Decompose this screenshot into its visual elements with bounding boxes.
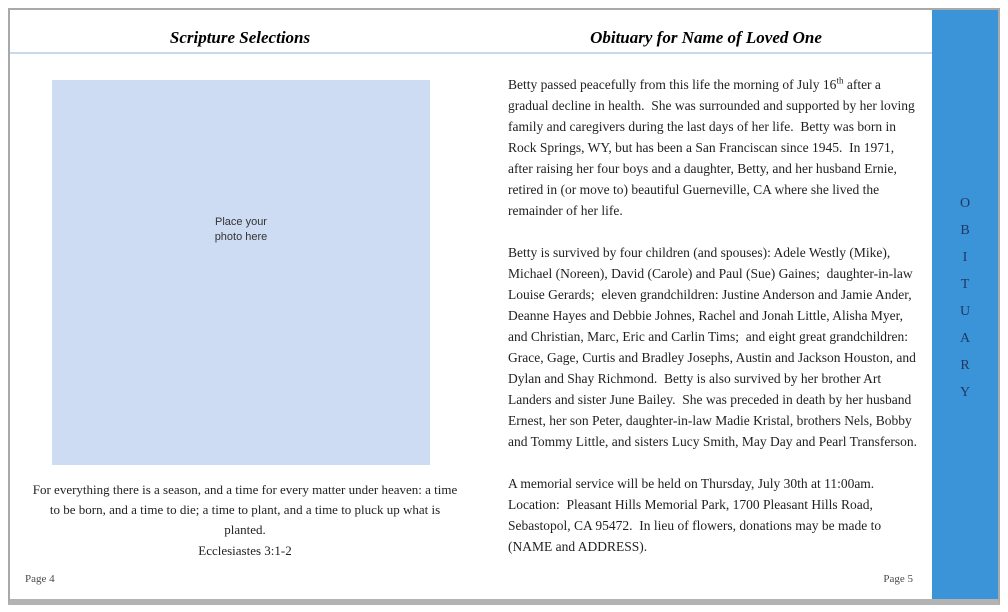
program-page-spread bbox=[8, 8, 1000, 605]
right-page-title: Obituary for Name of Loved One bbox=[590, 28, 822, 47]
spine-letter: U bbox=[959, 304, 971, 319]
scripture-verse: For everything there is a season, and a time for every matter under heaven: a time to be born, and a time to die; a time to plant, and a time to pluck up what is planted. bbox=[32, 482, 458, 537]
left-page-number: Page 4 bbox=[25, 573, 55, 585]
photo-placeholder[interactable] bbox=[52, 80, 430, 465]
obituary-p1-ordinal-superscript: th bbox=[836, 75, 844, 86]
right-page-number: Page 5 bbox=[883, 573, 913, 585]
spine-letter: Y bbox=[959, 385, 971, 400]
obituary-paragraph-2: Betty is survived by four children (and spouses): Adele Westly (Mike), Michael (Noreen), David (Carole) and Paul (Sue) Gaines; daughter-in-law Louise Gerards; eleven grandchildren: Justine Anderson and Jamie Ander, Deanne Hayes and Debbie Johnes, Rachel and Jonah Little, Alisha Myer, and Christian, Marc, Eric and Carlin Tims; and eight great grandchildren: Grace, Gage, Curtis and Bradley Josephs, Austin and Jackson Houston, and Dylan and Shay Richmond. Betty is also survived by her brother Art Landers and sister June Bailey. She was preceded in death by her husband Ernest, her son Peter, daughter-in-law Madie Kristal, brothers Nels, Bobby and Tommy Little, and sisters Lucy Smith, May Day and Pearl Transferson. bbox=[508, 245, 920, 449]
scripture-reference: Ecclesiastes 3:1-2 bbox=[198, 543, 292, 558]
header-divider-rule bbox=[10, 52, 932, 54]
obituary-spine-band bbox=[932, 10, 998, 599]
spine-letter: T bbox=[960, 277, 970, 292]
spine-letter: R bbox=[960, 358, 970, 373]
obituary-paragraph-1 bbox=[508, 74, 920, 221]
obituary-p1-text-continued: after a gradual decline in health. She was surrounded and supported by her loving family and caregivers during the last days of her life. Betty was born in Rock Springs, WY, but has been a San Franciscan since 1945. In 1971, after raising her four boys and a daughter, Betty, and her husband Ernie, retired in (or move to) beautiful Guerneville, CA where she lived the remainder of her life. bbox=[508, 77, 919, 218]
spine-letter: A bbox=[959, 331, 971, 346]
obituary-p1-text: Betty passed peacefully from this life the morning of July 16 bbox=[508, 77, 837, 92]
left-page-title: Scripture Selections bbox=[169, 28, 311, 47]
spine-letter: I bbox=[962, 250, 968, 265]
spine-letter: O bbox=[959, 196, 971, 211]
obituary-paragraph-3: A memorial service will be held on Thursday, July 30th at 11:00am. Location: Pleasant Hills Memorial Park, 1700 Pleasant Hills Road, Sebastopol, CA 95472. In lieu of flowers, donations may be made to (NAME and ADDRESS). bbox=[508, 476, 885, 554]
photo-placeholder-label: Place your photo here bbox=[214, 216, 268, 243]
spine-vertical-label bbox=[932, 190, 998, 406]
spine-letter: B bbox=[960, 223, 970, 238]
obituary-body bbox=[508, 74, 920, 578]
